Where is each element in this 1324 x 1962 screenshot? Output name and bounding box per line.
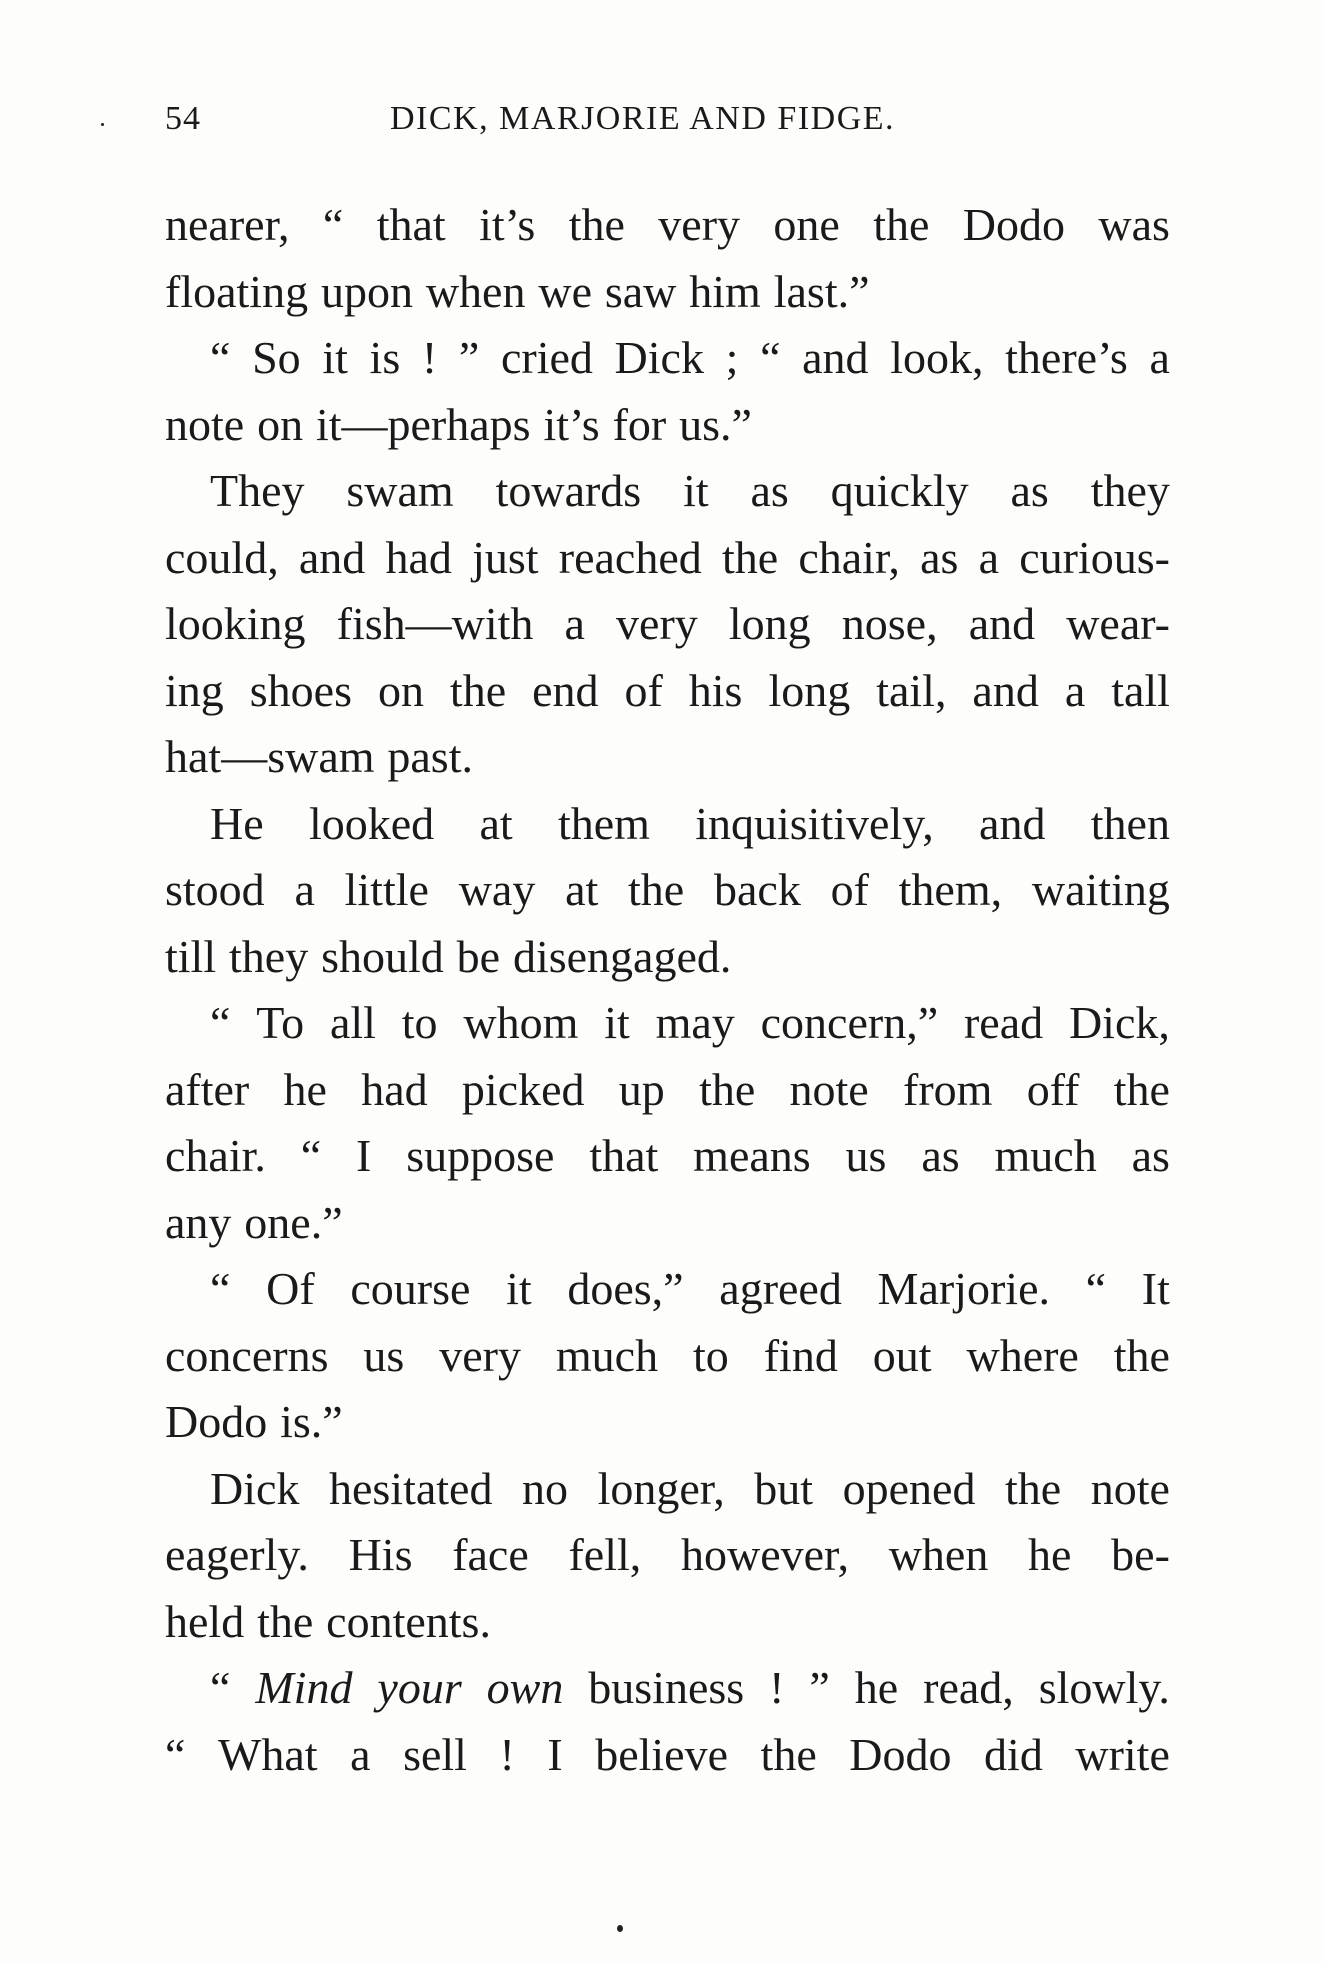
word: off bbox=[1026, 1063, 1080, 1115]
running-head: DICK, MARJORIE AND FIDGE. bbox=[390, 100, 896, 137]
word: disengaged. bbox=[512, 930, 732, 982]
word: it bbox=[322, 332, 348, 383]
word: and bbox=[802, 332, 869, 383]
word: it—perhaps bbox=[315, 398, 531, 450]
word: course bbox=[350, 1263, 471, 1314]
word: as bbox=[1131, 1130, 1170, 1181]
word: much bbox=[555, 1329, 659, 1381]
word: one.” bbox=[244, 1196, 343, 1248]
word: be bbox=[456, 930, 501, 982]
word: I bbox=[547, 1728, 563, 1780]
word: long bbox=[768, 664, 851, 716]
word: just bbox=[472, 531, 539, 583]
word: “ bbox=[760, 332, 781, 383]
word: business bbox=[588, 1662, 745, 1713]
word: concern,” bbox=[760, 997, 939, 1048]
ink-speck bbox=[101, 123, 104, 126]
word: us bbox=[845, 1130, 887, 1181]
word: much bbox=[994, 1130, 1097, 1181]
word: the bbox=[699, 1063, 756, 1115]
word: end bbox=[532, 664, 599, 716]
word: “ bbox=[210, 1263, 231, 1314]
word: reached bbox=[558, 531, 702, 583]
word: your bbox=[377, 1662, 462, 1713]
text-line bbox=[165, 1190, 1170, 1257]
word: a bbox=[294, 864, 315, 915]
word: up bbox=[618, 1063, 665, 1115]
word: tall bbox=[1111, 664, 1170, 716]
word: when bbox=[888, 1529, 989, 1580]
word: it’s bbox=[543, 398, 600, 450]
page-header bbox=[165, 100, 1165, 150]
word: It bbox=[1141, 1263, 1170, 1314]
word: held bbox=[165, 1595, 245, 1647]
word: however, bbox=[680, 1529, 849, 1580]
word: of bbox=[624, 664, 663, 716]
word: chair. bbox=[165, 1130, 266, 1181]
word: inquisitively, bbox=[695, 797, 934, 849]
word: opened bbox=[842, 1462, 976, 1514]
word: contents. bbox=[326, 1595, 491, 1647]
word: as bbox=[1010, 465, 1049, 516]
word: the bbox=[721, 531, 779, 583]
word: all bbox=[329, 997, 376, 1048]
word: past. bbox=[387, 731, 473, 782]
word: is bbox=[369, 332, 401, 383]
word: the bbox=[1113, 1063, 1170, 1115]
word: be- bbox=[1111, 1529, 1170, 1580]
word: and bbox=[968, 598, 1036, 649]
text-line bbox=[165, 1589, 1170, 1656]
word: very bbox=[658, 199, 741, 250]
word: concerns bbox=[165, 1329, 329, 1381]
text-line bbox=[165, 458, 1170, 525]
word: was bbox=[1098, 199, 1170, 250]
word: swam bbox=[346, 465, 454, 516]
word: after bbox=[165, 1063, 250, 1115]
word: Dick bbox=[210, 1462, 300, 1514]
word: suppose bbox=[406, 1130, 555, 1181]
text-line bbox=[165, 791, 1170, 858]
word: that bbox=[589, 1130, 659, 1181]
word: it bbox=[683, 465, 709, 516]
word: longer, bbox=[597, 1462, 725, 1514]
word: the bbox=[628, 864, 685, 915]
word: him bbox=[689, 265, 761, 317]
text-line bbox=[165, 990, 1170, 1057]
page-number: 54 bbox=[165, 100, 201, 137]
word: he bbox=[283, 1063, 327, 1115]
word: as bbox=[921, 1130, 960, 1181]
text-line bbox=[165, 1522, 1170, 1589]
word: They bbox=[210, 465, 305, 516]
word: it bbox=[506, 1263, 532, 1314]
word: a bbox=[564, 598, 585, 649]
word: to bbox=[401, 997, 438, 1048]
word: could, bbox=[165, 531, 279, 583]
word: quickly bbox=[830, 465, 969, 516]
word: from bbox=[903, 1063, 993, 1115]
word: looked bbox=[308, 797, 435, 849]
word: a bbox=[1149, 332, 1170, 383]
word: they bbox=[1090, 465, 1170, 516]
word: ! bbox=[421, 332, 438, 383]
word: hesitated bbox=[328, 1462, 493, 1514]
text-line bbox=[165, 1057, 1170, 1124]
word: Dodo bbox=[165, 1396, 268, 1447]
text-line bbox=[165, 857, 1170, 924]
word: and bbox=[972, 664, 1039, 716]
word: till bbox=[165, 930, 217, 982]
word: “ bbox=[210, 332, 231, 383]
text-line bbox=[165, 525, 1170, 592]
word: picked bbox=[461, 1063, 585, 1115]
word: does,” bbox=[567, 1263, 684, 1314]
text-line bbox=[165, 392, 1170, 459]
text-line bbox=[165, 924, 1170, 991]
word: eagerly. bbox=[165, 1529, 309, 1580]
word: means bbox=[693, 1130, 811, 1181]
word: for bbox=[612, 398, 667, 450]
word: upon bbox=[320, 265, 413, 317]
word: “ bbox=[300, 1130, 322, 1181]
word: us.” bbox=[679, 398, 752, 450]
text-line bbox=[165, 1256, 1170, 1323]
word: very bbox=[439, 1329, 521, 1381]
word: a bbox=[350, 1728, 371, 1780]
word: should bbox=[321, 930, 444, 982]
word: ; bbox=[725, 332, 739, 383]
word: the bbox=[760, 1728, 817, 1780]
word: cried bbox=[500, 332, 593, 383]
word: when bbox=[425, 265, 526, 317]
text-line bbox=[165, 1123, 1170, 1190]
word: the bbox=[1005, 1462, 1062, 1514]
word: the bbox=[1113, 1329, 1170, 1381]
word: and bbox=[298, 531, 366, 583]
word: them bbox=[557, 797, 650, 849]
word: To bbox=[256, 997, 305, 1048]
word: hat—swam bbox=[165, 731, 375, 782]
word: he bbox=[854, 1662, 899, 1713]
word: curious- bbox=[1019, 531, 1170, 583]
word: no bbox=[522, 1462, 569, 1514]
word: I bbox=[356, 1130, 372, 1181]
word: looking bbox=[165, 598, 306, 649]
word: his bbox=[688, 664, 743, 716]
word: may bbox=[655, 997, 735, 1048]
word: Mind bbox=[255, 1662, 353, 1713]
word: tail, bbox=[876, 664, 947, 716]
word: His bbox=[348, 1529, 413, 1580]
word: they bbox=[229, 930, 309, 982]
word: floating bbox=[165, 265, 309, 317]
word: last.” bbox=[773, 265, 870, 317]
word: any bbox=[165, 1196, 232, 1248]
word: towards bbox=[495, 465, 642, 516]
word: out bbox=[872, 1329, 932, 1381]
text-line bbox=[165, 259, 1170, 326]
word: as bbox=[750, 465, 789, 516]
word: read bbox=[963, 997, 1044, 1048]
word: very bbox=[616, 598, 698, 649]
word: them, bbox=[898, 864, 1003, 915]
word: at bbox=[479, 797, 513, 849]
word: had bbox=[361, 1063, 428, 1115]
word: wear- bbox=[1066, 598, 1170, 649]
word: sell bbox=[403, 1728, 467, 1780]
word: fell, bbox=[568, 1529, 642, 1580]
word: but bbox=[754, 1462, 814, 1514]
word: saw bbox=[604, 265, 677, 317]
word: back bbox=[713, 864, 801, 915]
word: note bbox=[165, 398, 245, 450]
word: Dick bbox=[614, 332, 704, 383]
word: write bbox=[1075, 1728, 1170, 1780]
text-line bbox=[165, 1389, 1170, 1456]
word: So bbox=[252, 332, 301, 383]
word: did bbox=[984, 1728, 1043, 1780]
word: stood bbox=[165, 864, 265, 915]
word: way bbox=[458, 864, 536, 915]
text-line bbox=[165, 591, 1170, 658]
ink-speck bbox=[617, 1925, 623, 1932]
word: Marjorie. bbox=[877, 1263, 1050, 1314]
word: of bbox=[830, 864, 869, 915]
text-line bbox=[165, 724, 1170, 791]
word: Dick, bbox=[1068, 997, 1170, 1048]
word: nearer, bbox=[165, 199, 290, 250]
word: ing bbox=[165, 664, 224, 716]
word: ” bbox=[458, 332, 480, 383]
word: the bbox=[449, 664, 507, 716]
text-line bbox=[165, 192, 1170, 259]
word: Dodo bbox=[962, 199, 1066, 250]
word: the bbox=[873, 199, 930, 250]
word: to bbox=[693, 1329, 729, 1381]
word: little bbox=[344, 864, 429, 915]
word: waiting bbox=[1031, 864, 1170, 915]
word: shoes bbox=[249, 664, 352, 716]
text-line bbox=[165, 325, 1170, 392]
word: ! bbox=[769, 1662, 785, 1713]
word: there’s bbox=[1005, 332, 1128, 383]
word: it’s bbox=[479, 199, 536, 250]
word: on bbox=[257, 398, 304, 450]
word: then bbox=[1090, 797, 1170, 849]
body-text bbox=[165, 192, 1170, 1788]
word: he bbox=[1028, 1529, 1072, 1580]
word: “ bbox=[165, 1728, 186, 1780]
word: nose, bbox=[841, 598, 938, 649]
text-line bbox=[165, 658, 1170, 725]
word: as bbox=[920, 531, 959, 583]
word: own bbox=[486, 1662, 564, 1713]
word: we bbox=[538, 265, 592, 317]
word: believe bbox=[595, 1728, 729, 1780]
word: the bbox=[257, 1595, 314, 1647]
word: face bbox=[452, 1529, 529, 1580]
word: a bbox=[978, 531, 1000, 583]
word: Dodo bbox=[849, 1728, 952, 1780]
word: where bbox=[966, 1329, 1079, 1381]
word: “ bbox=[210, 997, 231, 1048]
word: slowly. bbox=[1038, 1662, 1170, 1713]
word: a bbox=[1064, 664, 1086, 716]
word: that bbox=[376, 199, 446, 250]
text-line bbox=[165, 1655, 1170, 1722]
word: on bbox=[377, 664, 424, 716]
word: ! bbox=[499, 1728, 515, 1780]
word: chair, bbox=[798, 531, 900, 583]
word: at bbox=[565, 864, 599, 915]
word: note bbox=[1090, 1462, 1170, 1514]
word: and bbox=[979, 797, 1046, 849]
word: “ bbox=[210, 1662, 231, 1713]
text-line bbox=[165, 1323, 1170, 1390]
text-line bbox=[165, 1722, 1170, 1789]
word: look, bbox=[890, 332, 984, 383]
word: the bbox=[568, 199, 625, 250]
word: one bbox=[773, 199, 840, 250]
word: fish—with bbox=[336, 598, 534, 649]
word: read, bbox=[923, 1662, 1014, 1713]
word: What bbox=[217, 1728, 318, 1780]
word: ” bbox=[809, 1662, 830, 1713]
word: agreed bbox=[719, 1263, 842, 1314]
word: find bbox=[763, 1329, 838, 1381]
text-line bbox=[165, 1456, 1170, 1523]
word: “ bbox=[322, 199, 344, 250]
word: us bbox=[363, 1329, 405, 1381]
word: is.” bbox=[280, 1396, 343, 1447]
word: He bbox=[210, 797, 264, 849]
word: long bbox=[728, 598, 811, 649]
word: “ bbox=[1085, 1263, 1107, 1314]
word: whom bbox=[463, 997, 579, 1048]
word: Of bbox=[266, 1263, 315, 1314]
word: it bbox=[604, 997, 630, 1048]
word: had bbox=[385, 531, 452, 583]
word: note bbox=[789, 1063, 869, 1115]
